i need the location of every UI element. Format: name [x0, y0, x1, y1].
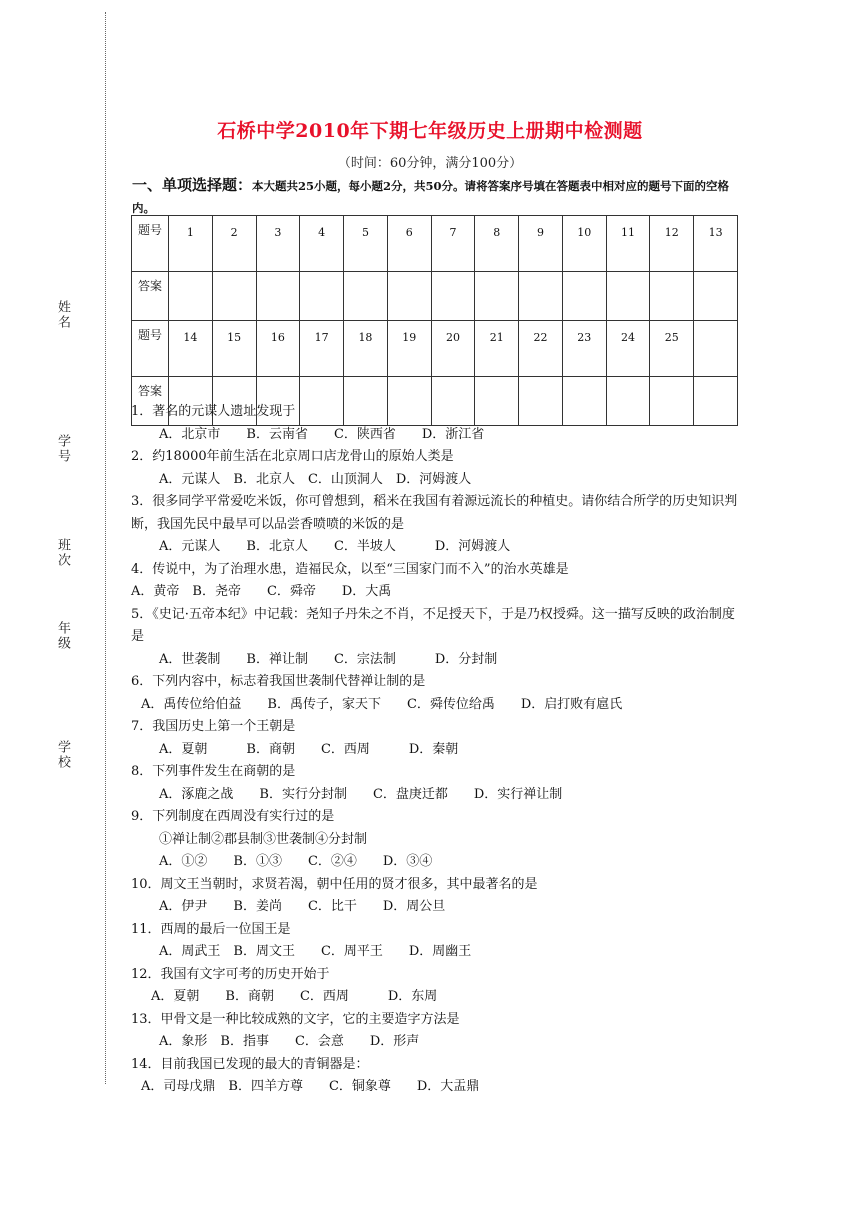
answer-cell[interactable] [256, 272, 300, 321]
question-options: A．夏朝 B．商朝 C．西周 D．秦朝 [159, 741, 459, 757]
question-options: A．①② B．①③ C．②④ D．③④ [159, 854, 433, 869]
label-cell: 题号 [132, 321, 169, 377]
question-stem: 12．我国有文字可考的历史开始于 [131, 966, 330, 982]
question-number-cell: 22 [519, 321, 563, 377]
question-number-cell: 25 [650, 321, 694, 377]
question-number-cell: 9 [519, 216, 563, 272]
question-stem: 14．目前我国已发现的最大的青铜器是： [131, 1056, 369, 1072]
question-stem: 9．下列制度在西周没有实行过的是 [131, 809, 335, 824]
question-6 [131, 671, 741, 716]
question-number-cell: 8 [475, 216, 519, 272]
question-stem: 8．下列事件发生在商朝的是 [131, 764, 296, 779]
question-sub-items: ①禅让制②郡县制③世袭制④分封制 [159, 831, 368, 847]
answer-cell[interactable] [212, 272, 256, 321]
question-number-cell: 17 [300, 321, 344, 377]
question-number-cell: 15 [212, 321, 256, 377]
question-12 [131, 964, 741, 1009]
question-2 [131, 446, 741, 491]
question-stem: 3．很多同学平常爱吃米饭，你可曾想到，稻米在我国有着源远流长的种植史。请你结合所学的历史知识判断，我国先民中最早可以品尝香喷喷的米饭的是 [131, 494, 738, 532]
answer-cell[interactable] [475, 272, 519, 321]
question-options: A．夏朝 B．商朝 C．西周 D．东周 [151, 989, 438, 1004]
question-3 [131, 491, 741, 559]
question-4 [131, 559, 741, 604]
question-10 [131, 874, 741, 919]
section-header [132, 174, 737, 219]
question-7 [131, 716, 741, 761]
answer-cell[interactable] [344, 272, 388, 321]
label-cell: 答案 [132, 272, 169, 321]
question-options: A．伊尹 B．姜尚 C．比干 D．周公旦 [159, 899, 446, 914]
question-options: A．元谋人 B．北京人 C．半坡人 D．河姆渡人 [159, 539, 511, 554]
question-options: A．黄帝 B．尧帝 C．舜帝 D．大禹 [131, 584, 392, 599]
question-stem: 5．《史记·五帝本纪》中记载：尧知子丹朱之不肖，不足授天下，于是乃权授舜。这一描写反映的政治制度是 [131, 606, 735, 644]
question-stem: 10．周文王当朝时，求贤若渴，朝中任用的贤才很多，其中最著名的是 [131, 876, 538, 892]
question-number-cell: 3 [256, 216, 300, 272]
question-number-cell: 13 [694, 216, 738, 272]
section-heading: 一、单项选择题： [132, 176, 253, 194]
question-number-cell: 12 [650, 216, 694, 272]
question-11 [131, 919, 741, 964]
answer-cell[interactable] [300, 272, 344, 321]
answer-cell[interactable] [387, 272, 431, 321]
question-number-cell: 14 [169, 321, 213, 377]
side-label-student-number: 学号 [55, 434, 70, 464]
question-number-cell: 5 [344, 216, 388, 272]
answer-cell[interactable] [169, 272, 213, 321]
label-cell: 答案 [132, 377, 169, 426]
question-options: A．涿鹿之战 B．实行分封制 C．盘庚迁都 D．实行禅让制 [159, 786, 563, 802]
answer-cell[interactable] [694, 272, 738, 321]
question-options: A．禹传位给伯益 B．禹传子，家天下 C．舜传位给禹 D．启打败有扈氏 [141, 696, 623, 712]
question-number-cell: 16 [256, 321, 300, 377]
answer-table-number-row-1 [132, 216, 738, 272]
question-number-cell: 20 [431, 321, 475, 377]
question-options: A．元谋人 B．北京人 C．山顶洞人 D．河姆渡人 [159, 471, 472, 487]
question-8 [131, 761, 741, 806]
side-label-school: 学校 [55, 740, 70, 770]
question-number-cell: 19 [387, 321, 431, 377]
question-options: A．世袭制 B．禅让制 C．宗法制 D．分封制 [159, 651, 498, 667]
question-13 [131, 1009, 741, 1054]
answer-cell[interactable] [562, 272, 606, 321]
question-number-cell: 11 [606, 216, 650, 272]
exam-subtitle: （时间：60分钟，满分100分） [337, 156, 523, 171]
question-9 [131, 806, 741, 874]
question-number-cell: 10 [562, 216, 606, 272]
label-cell: 题号 [132, 216, 169, 272]
answer-table-number-row-2 [132, 321, 738, 377]
answer-table [131, 215, 738, 426]
binding-dotted-line [105, 12, 106, 1084]
question-number-cell: 24 [606, 321, 650, 377]
question-number-cell: 21 [475, 321, 519, 377]
question-number-cell: 6 [387, 216, 431, 272]
question-number-cell: 2 [212, 216, 256, 272]
question-number-cell: 7 [431, 216, 475, 272]
question-14 [131, 1054, 741, 1099]
question-stem: 7．我国历史上第一个王朝是 [131, 719, 296, 734]
answer-cell[interactable] [606, 272, 650, 321]
question-stem: 2．约18000年前生活在北京周口店龙骨山的原始人类是 [131, 449, 454, 464]
question-options: A．周武王 B．周文王 C．周平王 D．周幽王 [159, 944, 472, 959]
side-label-grade: 年级 [55, 621, 70, 651]
question-stem: 4．传说中，为了治理水患，造福民众，以至“三国家门而不入”的治水英雄是 [131, 561, 569, 577]
answer-cell[interactable] [519, 272, 563, 321]
side-label-name: 姓名 [55, 300, 70, 330]
exam-title: 石桥中学2010年下期七年级历史上册期中检测题 [217, 120, 643, 142]
question-1 [131, 401, 741, 446]
question-stem: 11．西周的最后一位国王是 [131, 921, 291, 937]
answer-table-answer-row-1 [132, 272, 738, 321]
answer-cell[interactable] [650, 272, 694, 321]
side-label-class: 班次 [55, 538, 70, 568]
question-number-cell: 1 [169, 216, 213, 272]
question-stem: 1．著名的元谋人遗址发现于 [131, 404, 296, 419]
question-options: A．北京市 B．云南省 C．陕西省 D．浙江省 [159, 426, 485, 442]
question-options: A．司母戊鼎 B．四羊方尊 C．铜象尊 D．大盂鼎 [141, 1079, 480, 1094]
question-number-cell: 18 [344, 321, 388, 377]
question-number-cell: 4 [300, 216, 344, 272]
question-options: A．象形 B．指事 C．会意 D．形声 [159, 1034, 420, 1049]
section-description: 本大题共25小题，每小题2分，共50分。请将答案序号填在答题表中相对应的题号下面的空格内。 [132, 179, 730, 215]
question-5 [131, 604, 741, 672]
question-number-cell [694, 321, 738, 377]
question-stem: 6．下列内容中，标志着我国世袭制代替禅让制的是 [131, 674, 426, 689]
question-list [131, 401, 741, 1099]
question-stem: 13．甲骨文是一种比较成熟的文字，它的主要造字方法是 [131, 1011, 460, 1027]
answer-cell[interactable] [431, 272, 475, 321]
question-number-cell: 23 [562, 321, 606, 377]
